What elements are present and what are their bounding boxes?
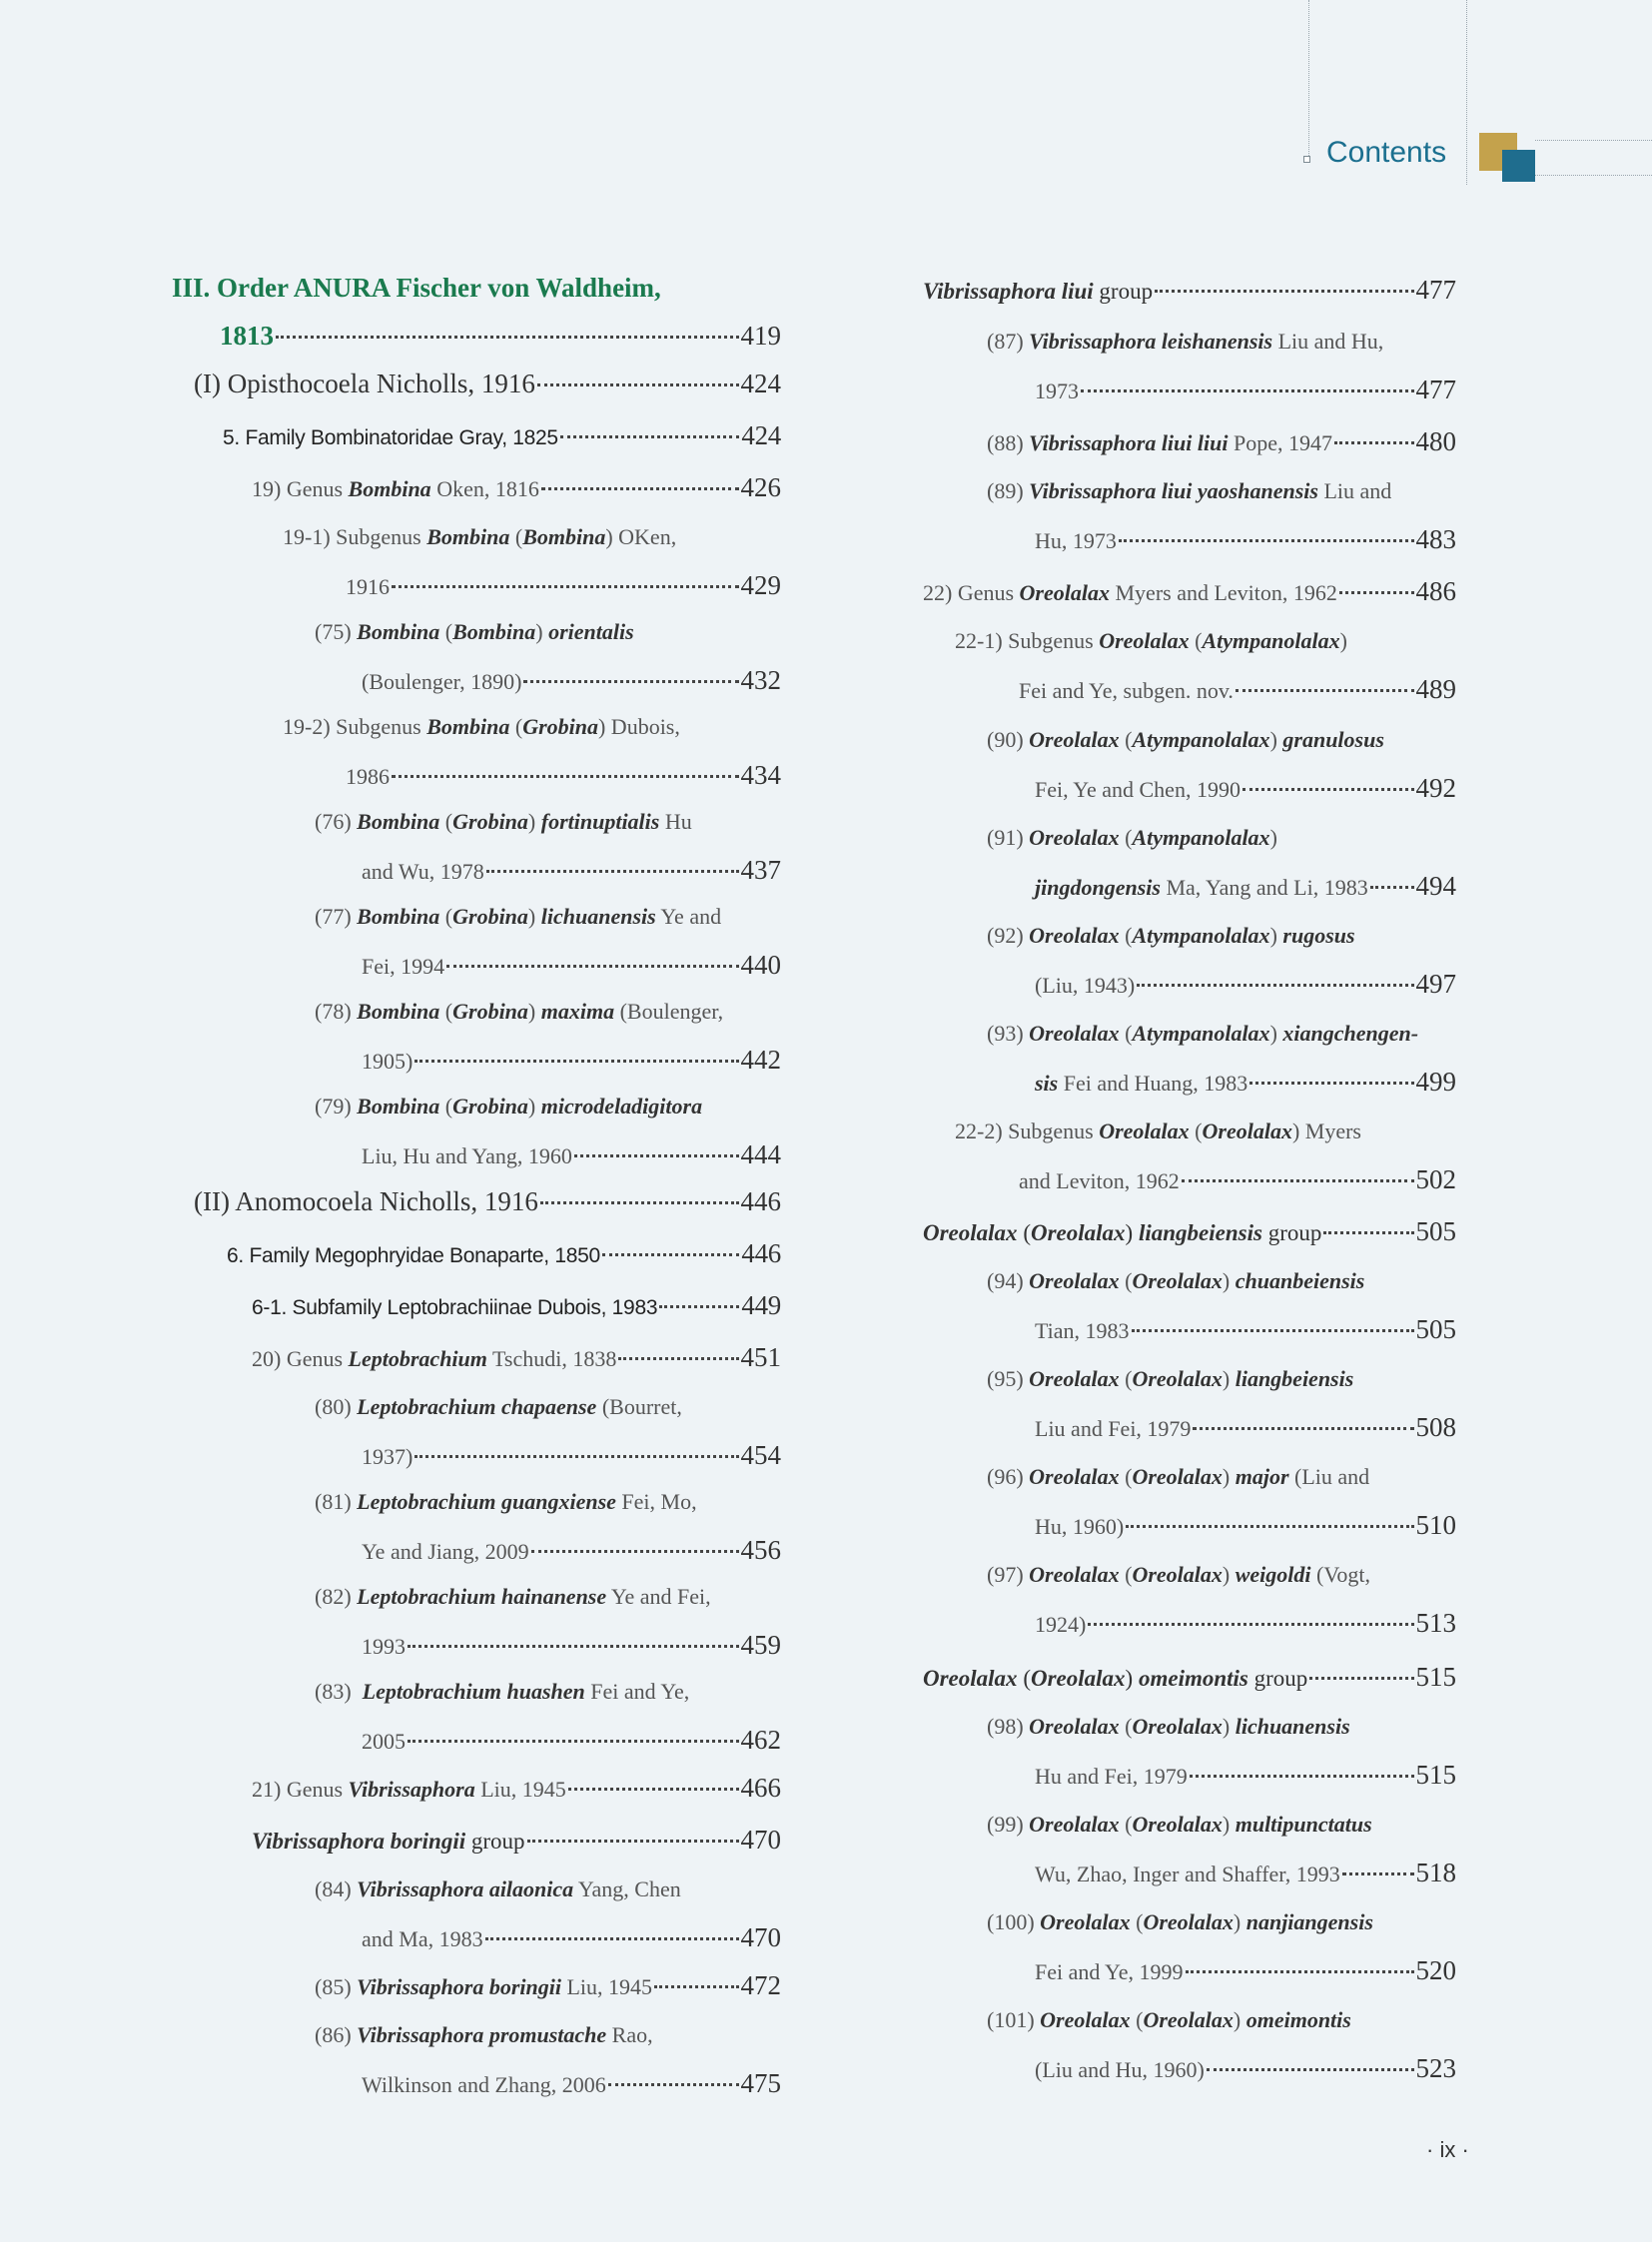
toc-entry-title: (II) Anomocoela Nicholls, 1916 — [194, 1186, 538, 1216]
toc-entry[interactable] — [283, 521, 781, 603]
toc-entry-title-continuation: 1993 — [362, 1634, 406, 1659]
toc-entry-title-line: (95) Oreolalax (Oreolalax) liangbeiensis — [987, 1366, 1354, 1391]
toc-entry-title-continuation: Liu, Hu and Yang, 1960 — [362, 1143, 572, 1168]
toc-entry-title-continuation: 1986 — [346, 764, 390, 789]
toc-entry-title-line: (86) Vibrissaphora promustache Rao, — [315, 2022, 653, 2047]
toc-entry-title-continuation: (Boulenger, 1890) — [362, 669, 522, 694]
toc-page-number: 459 — [740, 1630, 781, 1660]
toc-entry[interactable] — [283, 711, 781, 793]
toc-entry-title-continuation: 1924) — [1035, 1612, 1087, 1637]
toc-entry-title-line: (97) Oreolalax (Oreolalax) weigoldi (Vogt, — [987, 1562, 1370, 1587]
toc-entry-title-continuation: Wilkinson and Zhang, 2006 — [362, 2072, 606, 2097]
toc-page-number: 518 — [1415, 1858, 1456, 1887]
toc-entry-title-line: (91) Oreolalax (Atympanolalax) — [987, 825, 1277, 850]
toc-page-number: 515 — [1415, 1760, 1456, 1790]
dot-leader — [392, 585, 739, 588]
toc-entry[interactable] — [315, 1969, 781, 2003]
toc-page-number: 515 — [1415, 1662, 1456, 1692]
toc-entry-title-continuation: and Wu, 1978 — [362, 859, 484, 884]
toc-entry[interactable] — [315, 1873, 781, 1955]
toc-entry-title: 5. Family Bombinatoridae Gray, 1825 — [223, 426, 558, 449]
toc-entry-title-line: (77) Bombina (Grobina) lichuanensis Ye and — [315, 904, 722, 929]
toc-page-number: 477 — [1415, 275, 1456, 305]
toc-entry[interactable] — [315, 1676, 781, 1758]
toc-entry[interactable] — [987, 920, 1456, 1002]
toc-entry-title-line: (98) Oreolalax (Oreolalax) lichuanensis — [987, 1714, 1350, 1739]
toc-entry-title-continuation: Fei and Ye, subgen. nov. — [1019, 678, 1234, 703]
toc-entry-title-continuation: 1905) — [362, 1049, 413, 1074]
toc-page-number: 472 — [740, 1970, 781, 2000]
toc-entry[interactable] — [987, 2004, 1456, 2086]
dot-leader — [414, 1455, 738, 1458]
toc-entry[interactable] — [252, 1341, 781, 1375]
toc-entry[interactable] — [252, 471, 781, 505]
toc-entry-title: 6-1. Subfamily Leptobrachiinae Dubois, 1983 — [252, 1296, 658, 1319]
toc-page-number: 462 — [740, 1725, 781, 1755]
header-vertical-rule-2 — [1466, 0, 1467, 185]
toc-page-number: 454 — [740, 1440, 781, 1470]
header-horizontal-rule-1 — [1535, 140, 1652, 141]
dot-leader — [654, 1985, 738, 1988]
dot-leader — [414, 1060, 738, 1063]
toc-entry[interactable] — [923, 1215, 1456, 1249]
toc-entry-title-line: (101) Oreolalax (Oreolalax) omeimontis — [987, 2007, 1351, 2032]
toc-entry-title-line: (76) Bombina (Grobina) fortinuptialis Hu — [315, 809, 692, 834]
toc-entry[interactable] — [194, 1185, 781, 1217]
toc-entry[interactable] — [315, 1091, 781, 1172]
header-blue-square-icon — [1502, 150, 1535, 182]
toc-entry-title: 22) Genus Oreolalax Myers and Leviton, 1962 — [923, 580, 1337, 605]
toc-page-number: 489 — [1415, 674, 1456, 704]
toc-page-number: 483 — [1415, 524, 1456, 554]
dot-leader — [485, 1937, 739, 1940]
toc-entry-title-continuation: Liu and Fei, 1979 — [1035, 1416, 1192, 1441]
toc-entry-title: Vibrissaphora liui group — [923, 279, 1154, 304]
dot-leader — [1126, 1525, 1413, 1528]
header-horizontal-rule-2 — [1535, 175, 1652, 176]
toc-entry-title-line: (89) Vibrissaphora liui yaoshanensis Liu and — [987, 478, 1392, 503]
toc-entry[interactable] — [987, 1018, 1456, 1100]
toc-entry[interactable] — [955, 1116, 1456, 1197]
toc-entry-title-line: (79) Bombina (Grobina) microdeladigitora — [315, 1094, 703, 1119]
toc-page-number: 456 — [740, 1535, 781, 1565]
toc-entry-title: 21) Genus Vibrissaphora Liu, 1945 — [252, 1777, 566, 1802]
toc-entry-title-line: (75) Bombina (Bombina) orientalis — [315, 619, 634, 644]
toc-entry-title-line: 22-1) Subgenus Oreolalax (Atympanolalax) — [955, 628, 1347, 653]
toc-entry-title-continuation: 2005 — [362, 1729, 406, 1754]
toc-entry-title-line: (78) Bombina (Grobina) maxima (Boulenger, — [315, 999, 724, 1024]
dot-leader — [1236, 689, 1414, 692]
toc-entry[interactable] — [987, 1559, 1456, 1641]
dot-leader — [408, 1740, 739, 1743]
toc-entry-title-continuation: and Ma, 1983 — [362, 1926, 483, 1951]
dot-leader — [1182, 1179, 1414, 1182]
toc-page-number: 505 — [1415, 1216, 1456, 1246]
toc-entry-title-line: (94) Oreolalax (Oreolalax) chuanbeiensis — [987, 1268, 1365, 1293]
dot-leader — [1137, 984, 1413, 987]
toc-page-number: 451 — [740, 1342, 781, 1372]
toc-entry-title-line: III. Order ANURA Fischer von Waldheim, — [172, 273, 661, 303]
toc-page-number: 437 — [740, 855, 781, 885]
dot-leader — [1088, 1623, 1413, 1626]
dot-leader — [560, 435, 740, 438]
toc-entry[interactable] — [227, 1237, 781, 1272]
dot-leader — [1186, 1970, 1414, 1973]
toc-page-number: 510 — [1415, 1510, 1456, 1540]
toc-entry-title-continuation: Ye and Jiang, 2009 — [362, 1539, 529, 1564]
dot-leader — [602, 1253, 740, 1256]
toc-entry-title-continuation: Fei and Ye, 1999 — [1035, 1959, 1184, 1984]
toc-entry[interactable] — [987, 475, 1456, 557]
dot-leader — [1342, 1872, 1414, 1875]
toc-entry[interactable] — [987, 1906, 1456, 1988]
toc-page-number: 497 — [1415, 969, 1456, 999]
toc-entry-title-line: (92) Oreolalax (Atympanolalax) rugosus — [987, 923, 1355, 948]
dot-leader — [527, 1840, 739, 1843]
toc-page-number: 442 — [740, 1045, 781, 1075]
toc-entry[interactable] — [315, 1391, 781, 1473]
toc-page-number: 480 — [1415, 426, 1456, 456]
toc-entry[interactable] — [987, 724, 1456, 806]
toc-page-number: 499 — [1415, 1067, 1456, 1097]
toc-entry-title-continuation: Hu, 1973 — [1035, 528, 1117, 553]
toc-page-number: 477 — [1415, 374, 1456, 404]
toc-entry-title: 20) Genus Leptobrachium Tschudi, 1838 — [252, 1346, 617, 1371]
toc-entry-title-continuation: (Liu, 1943) — [1035, 973, 1136, 998]
toc-entry[interactable] — [987, 1809, 1456, 1890]
toc-entry[interactable] — [252, 1824, 781, 1858]
dot-leader — [1339, 591, 1414, 594]
dot-leader — [537, 383, 739, 386]
toc-page-number: 466 — [740, 1773, 781, 1803]
toc-entry-title-line: (83) Leptobrachium huashen Fei and Ye, — [315, 1679, 690, 1704]
dot-leader — [1155, 290, 1413, 293]
toc-page-number: 470 — [740, 1922, 781, 1952]
toc-entry[interactable] — [315, 806, 781, 888]
toc-entry-title-line: (100) Oreolalax (Oreolalax) nanjiangensis — [987, 1909, 1373, 1934]
toc-entry-title-continuation: and Leviton, 1962 — [1019, 1168, 1180, 1193]
dot-leader — [1119, 539, 1414, 542]
toc-entry-title: Vibrissaphora boringii group — [252, 1829, 525, 1854]
toc-entry-title-continuation: Fei, Ye and Chen, 1990 — [1035, 777, 1240, 802]
dot-leader — [446, 965, 738, 968]
toc-entry-title-line: (90) Oreolalax (Atympanolalax) granulosus — [987, 727, 1384, 752]
page-number: · ix · — [1426, 2137, 1469, 2162]
toc-entry-title-line: (84) Vibrissaphora ailaonica Yang, Chen — [315, 1876, 681, 1901]
toc-page-number: 446 — [740, 1186, 781, 1216]
header-title: Contents — [1326, 136, 1447, 169]
dot-leader — [1370, 886, 1414, 889]
toc-entry-title-line: 22-2) Subgenus Oreolalax (Oreolalax) Myers — [955, 1119, 1361, 1143]
toc-page-number: 492 — [1415, 773, 1456, 803]
dot-leader — [486, 870, 739, 873]
toc-page-number: 523 — [1415, 2053, 1456, 2083]
toc-entry[interactable] — [987, 1711, 1456, 1793]
dot-leader — [568, 1788, 739, 1791]
dot-leader — [1132, 1329, 1414, 1332]
toc-entry-title: 6. Family Megophryidae Bonaparte, 1850 — [227, 1244, 600, 1267]
dot-leader — [531, 1550, 739, 1553]
toc-entry[interactable] — [315, 2019, 781, 2101]
toc-page-number: 446 — [741, 1238, 781, 1268]
toc-page-number: 470 — [740, 1825, 781, 1855]
toc-entry[interactable] — [315, 1581, 781, 1663]
toc-entry-title-line: (81) Leptobrachium guangxiense Fei, Mo, — [315, 1489, 697, 1514]
toc-entry-title-line: (96) Oreolalax (Oreolalax) major (Liu and — [987, 1464, 1370, 1489]
toc-entry-title-continuation: 1973 — [1035, 378, 1079, 403]
toc-entry-title-continuation: Fei, 1994 — [362, 954, 445, 979]
toc-entry-title-continuation: 1916 — [346, 574, 390, 599]
toc-entry[interactable] — [194, 368, 781, 399]
toc-entry[interactable] — [987, 1265, 1456, 1347]
toc-entry[interactable] — [987, 1461, 1456, 1543]
toc-page-number: 424 — [740, 369, 781, 398]
toc-page-number: 426 — [740, 472, 781, 502]
toc-page-number: 513 — [1415, 1608, 1456, 1638]
dot-leader — [1190, 1775, 1414, 1778]
dot-leader — [574, 1154, 739, 1157]
dot-leader — [618, 1357, 738, 1360]
toc-entry-title: Oreolalax (Oreolalax) omeimontis group — [923, 1666, 1308, 1691]
toc-page-number: 494 — [1415, 871, 1456, 901]
toc-entry-title-continuation: sis Fei and Huang, 1983 — [1035, 1071, 1248, 1096]
toc-entry[interactable] — [315, 616, 781, 698]
toc-page-number: 505 — [1415, 1314, 1456, 1344]
toc-page-number: 432 — [740, 665, 781, 695]
toc-page-number: 419 — [740, 321, 781, 351]
toc-entry-title-line: (87) Vibrissaphora leishanensis Liu and Hu, — [987, 329, 1384, 354]
dot-leader — [1207, 2068, 1414, 2071]
toc-entry[interactable] — [987, 1363, 1456, 1445]
toc-entry-title: 19) Genus Bombina Oken, 1816 — [252, 476, 539, 501]
toc-entry-title: (88) Vibrissaphora liui liui Pope, 1947 — [987, 430, 1332, 455]
toc-entry-title-line: 19-1) Subgenus Bombina (Bombina) OKen, — [283, 524, 677, 549]
dot-leader — [1193, 1427, 1413, 1430]
dot-leader — [1309, 1677, 1413, 1680]
toc-entry-title-line: (82) Leptobrachium hainanense Ye and Fei, — [315, 1584, 711, 1609]
toc-entry-title-line: (93) Oreolalax (Atympanolalax) xiangchengen- — [987, 1021, 1419, 1046]
dot-leader — [659, 1305, 739, 1308]
toc-page-number: 508 — [1415, 1412, 1456, 1442]
dot-leader — [1323, 1231, 1413, 1234]
toc-entry[interactable] — [955, 625, 1456, 707]
dot-leader — [1249, 1082, 1413, 1085]
toc-entry[interactable] — [223, 419, 781, 454]
toc-entry[interactable] — [923, 274, 1456, 308]
dot-leader — [1081, 389, 1414, 392]
toc-entry[interactable] — [252, 1289, 781, 1324]
toc-entry-title-continuation: (Liu and Hu, 1960) — [1035, 2057, 1205, 2082]
toc-entry-title-continuation: Wu, Zhao, Inger and Shaffer, 1993 — [1035, 1862, 1340, 1886]
dot-leader — [276, 336, 739, 339]
toc-entry-title-continuation: 1937) — [362, 1444, 413, 1469]
toc-entry-title-continuation: jingdongensis Ma, Yang and Li, 1983 — [1035, 875, 1368, 900]
toc-page-number: 449 — [741, 1290, 781, 1320]
toc-entry-title-line: (80) Leptobrachium chapaense (Bourret, — [315, 1394, 682, 1419]
toc-page-number: 429 — [740, 570, 781, 600]
toc-entry[interactable] — [923, 1661, 1456, 1695]
dot-leader — [1334, 441, 1414, 444]
toc-page-number: 475 — [740, 2068, 781, 2098]
dot-leader — [408, 1645, 739, 1648]
toc-page-number: 434 — [740, 760, 781, 790]
toc-entry[interactable] — [923, 575, 1456, 609]
toc-entry[interactable] — [315, 901, 781, 983]
toc-page-number: 486 — [1415, 576, 1456, 606]
toc-entry[interactable] — [987, 425, 1456, 459]
toc-entry-title-continuation: Hu and Fei, 1979 — [1035, 1764, 1188, 1789]
toc-entry[interactable] — [315, 1486, 781, 1568]
toc-page-number: 440 — [740, 950, 781, 980]
header-vertical-rule-1 — [1308, 0, 1309, 160]
dot-leader — [1242, 788, 1414, 791]
toc-entry-title-continuation: Tian, 1983 — [1035, 1318, 1130, 1343]
toc-entry-title-continuation: Hu, 1960) — [1035, 1514, 1125, 1539]
toc-page-number: 502 — [1415, 1164, 1456, 1194]
toc-entry[interactable] — [987, 822, 1456, 904]
toc-page-number: 424 — [741, 420, 781, 450]
toc-page-number: 520 — [1415, 1955, 1456, 1985]
toc-entry-title-line: (99) Oreolalax (Oreolalax) multipunctatus — [987, 1812, 1372, 1837]
toc-entry-title-line: 19-2) Subgenus Bombina (Grobina) Dubois, — [283, 714, 680, 739]
dot-leader — [608, 2083, 739, 2086]
toc-entry-title: (85) Vibrissaphora boringii Liu, 1945 — [315, 1974, 653, 1999]
header-bullet-icon — [1303, 156, 1310, 163]
dot-leader — [523, 680, 738, 683]
toc-entry[interactable] — [172, 272, 781, 352]
dot-leader — [540, 1201, 739, 1204]
toc-entry[interactable] — [252, 1772, 781, 1806]
toc-entry[interactable] — [987, 326, 1456, 407]
dot-leader — [541, 487, 739, 490]
toc-page-number: 444 — [740, 1139, 781, 1169]
toc-entry[interactable] — [315, 996, 781, 1078]
toc-entry-title: (I) Opisthocoela Nicholls, 1916 — [194, 369, 535, 398]
toc-entry-title: Oreolalax (Oreolalax) liangbeiensis group — [923, 1220, 1322, 1245]
toc-entry-title-continuation: 1813 — [220, 321, 274, 351]
dot-leader — [392, 775, 739, 778]
